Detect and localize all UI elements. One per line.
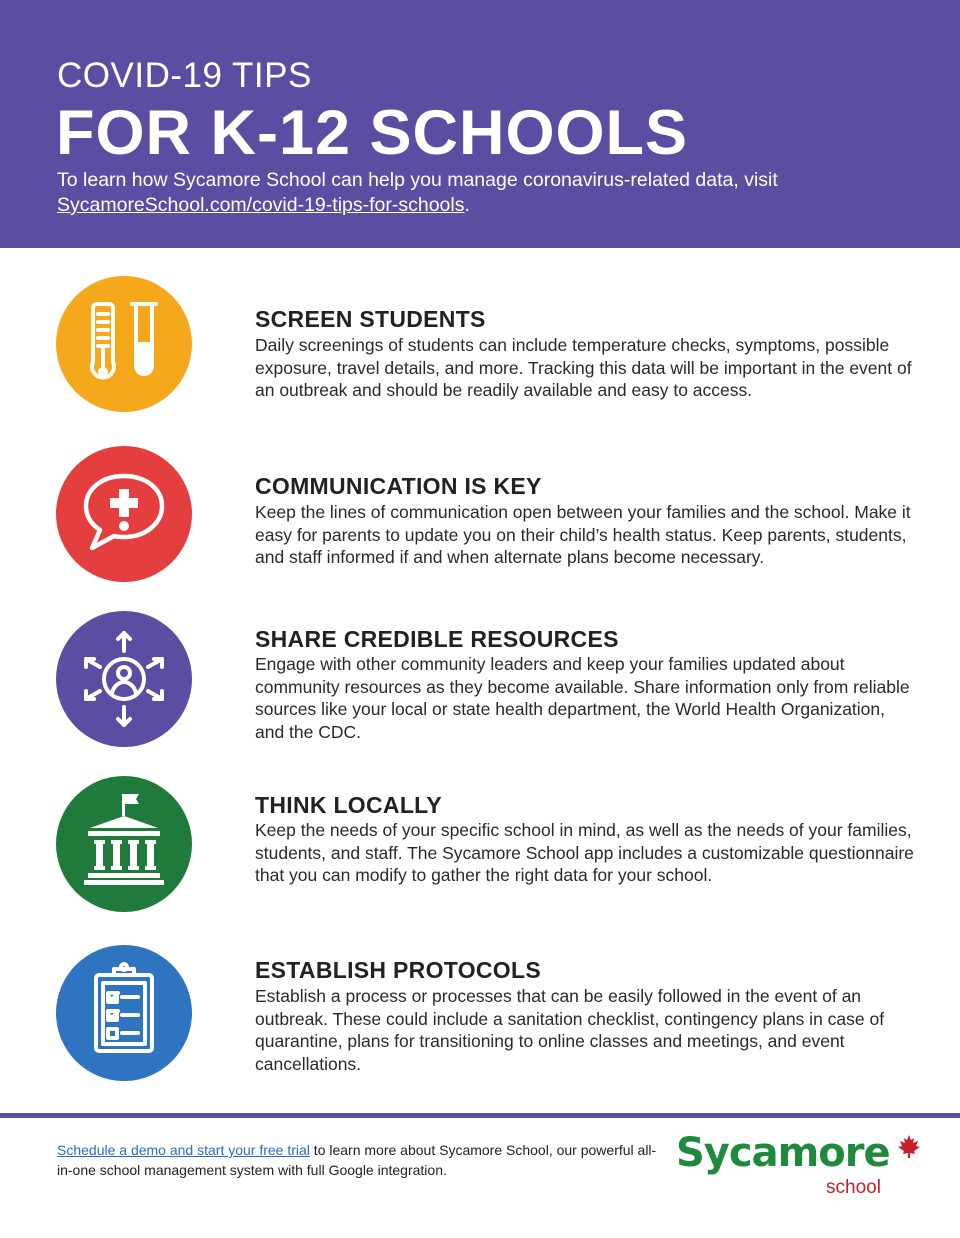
school-building-icon <box>56 776 192 912</box>
thermometer-test-tube-icon <box>56 276 192 412</box>
header-intro <box>57 168 917 218</box>
logo-subtitle: school <box>826 1177 881 1198</box>
intro-link[interactable]: SycamoreSchool.com/covid-19-tips-for-schools <box>57 194 465 216</box>
sycamore-logo <box>676 1130 926 1202</box>
footer-description: to learn more about Sycamore School, our powerful all-in-one school management system with full Google integration. <box>57 1142 657 1178</box>
intro-end: . <box>464 194 470 216</box>
logo-wordmark: Sycamore <box>676 1130 890 1176</box>
tip-heading: ESTABLISH PROTOCOLS <box>255 957 541 983</box>
intro-text: To learn how Sycamore School can help you manage coronavirus-related data, visit <box>57 169 778 191</box>
header-banner <box>0 0 960 248</box>
footer-divider <box>0 1113 960 1118</box>
header-kicker: COVID-19 TIPS <box>57 56 312 95</box>
clipboard-checklist-icon <box>56 945 192 1081</box>
tip-body: Daily screenings of students can include temperature checks, symptoms, possible exposure, travel details, and more. Tracking this data will be important in the event of an outbreak and should be readily available and easy to access. <box>255 335 912 400</box>
tip-body: Keep the needs of your specific school in mind, as well as the needs of your families, students, and staff. The Sycamore School app includes a customizable questionnaire that you can modify to gather the right data for your school. <box>255 820 914 885</box>
medical-chat-bubble-icon <box>56 446 192 582</box>
tip-heading: SHARE CREDIBLE RESOURCES <box>255 626 619 652</box>
tip-body: Establish a process or processes that can be easily followed in the event of an outbreak. These could include a sanitation checklist, contingency plans in case of quarantine, plans for transitioning to online classes and meetings, and event cancellations. <box>255 986 885 1074</box>
tip-heading: SCREEN STUDENTS <box>255 306 486 332</box>
schedule-demo-link[interactable]: Schedule a demo and start your free trial <box>57 1142 310 1158</box>
tip-heading: COMMUNICATION IS KEY <box>255 473 542 499</box>
tip-body: Engage with other community leaders and keep your families updated about community resources as they become available. Share information only from reliable sources like your local or state health department, the World Health Organization, and the CDC. <box>255 654 910 742</box>
maple-leaf-icon <box>896 1134 922 1160</box>
tip-body: Keep the lines of communication open between your families and the school. Make it easy for parents to update you on their child’s health status. Keep parents, students, and staff informed if and when alternate plans become necessary. <box>255 502 911 567</box>
footer-text <box>57 1140 657 1180</box>
page-title: FOR K-12 SCHOOLS <box>56 98 689 168</box>
person-share-arrows-icon <box>56 611 192 747</box>
tip-heading: THINK LOCALLY <box>255 792 443 818</box>
